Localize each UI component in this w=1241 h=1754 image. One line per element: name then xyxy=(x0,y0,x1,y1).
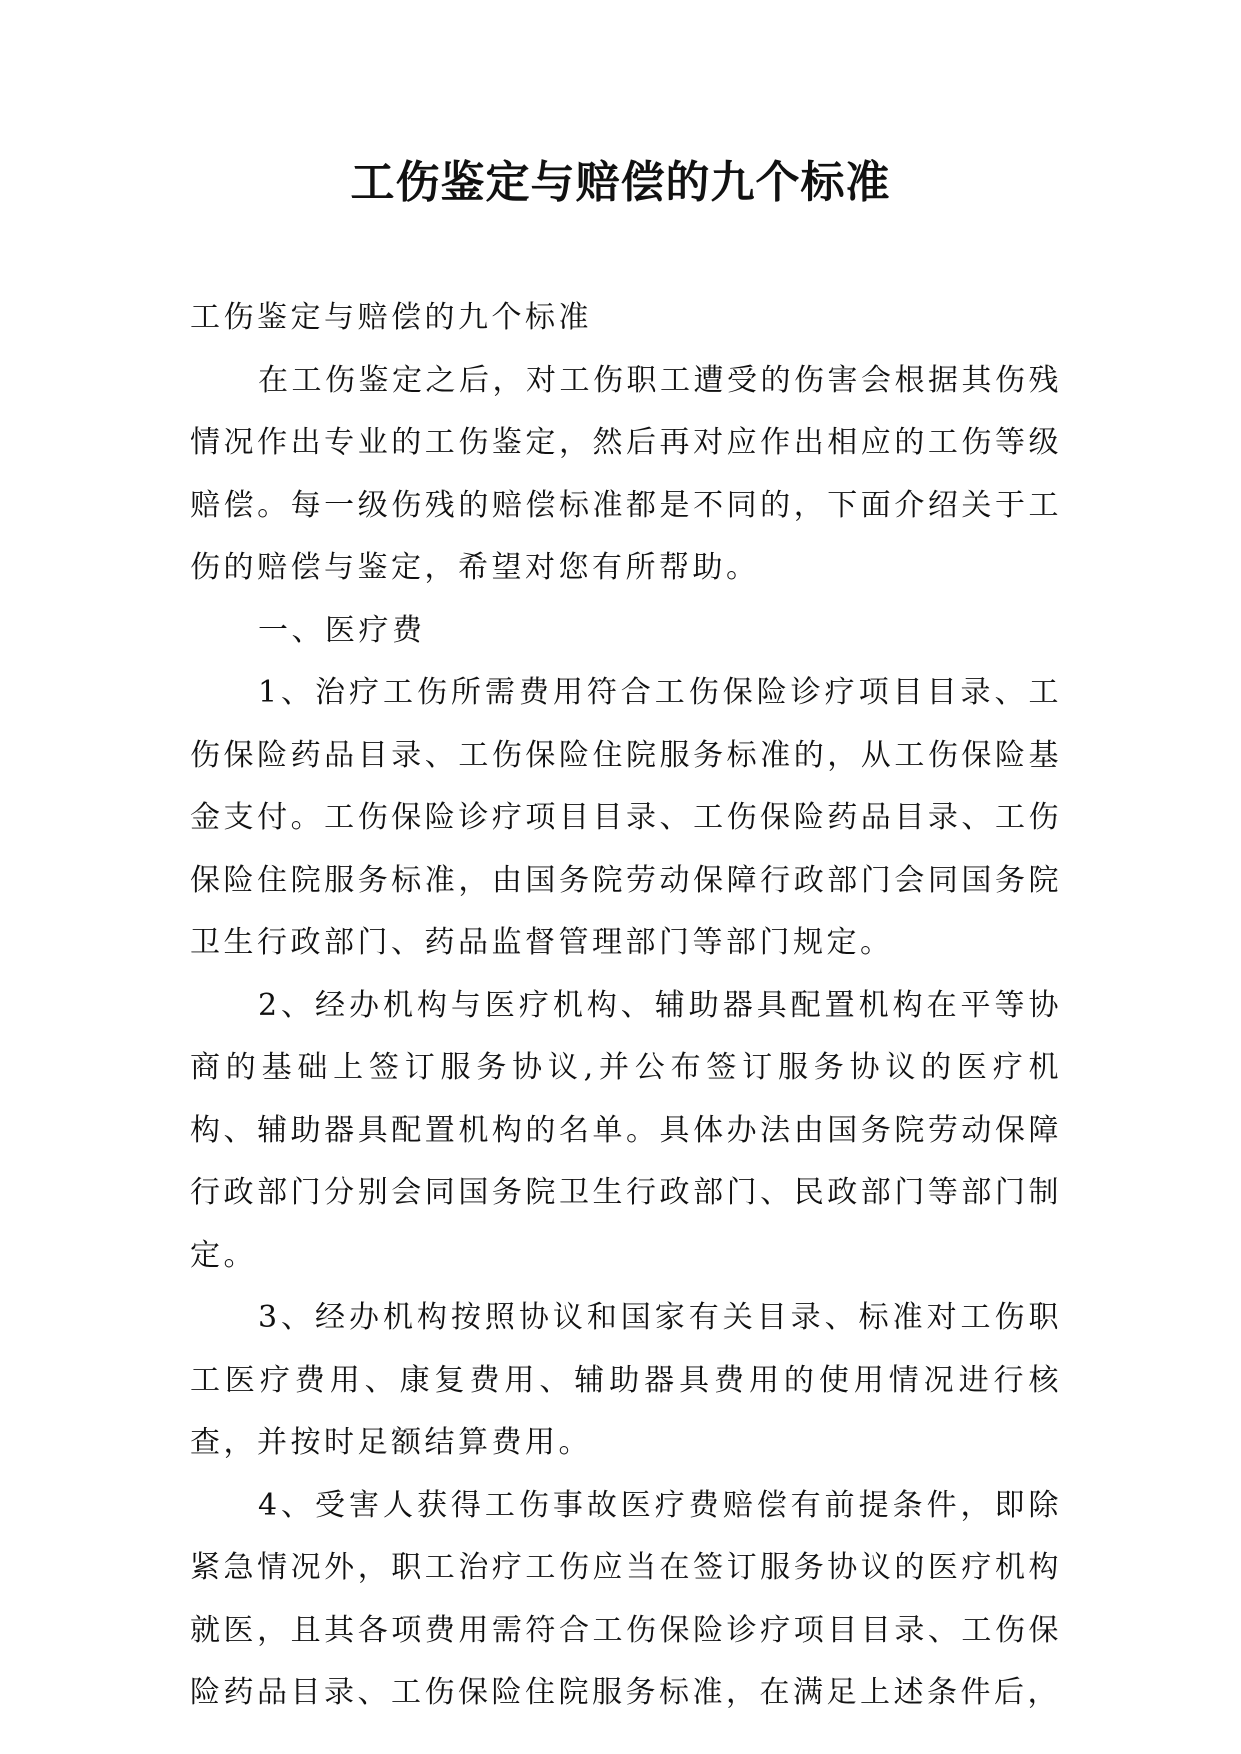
document-body xyxy=(190,287,1062,1725)
subtitle-paragraph: 工伤鉴定与赔偿的九个标准 xyxy=(190,300,592,335)
section-heading-medical-fees: 一、医疗费 xyxy=(258,612,426,648)
paragraph-item-1: 1、治疗工伤所需费用符合工伤保险诊疗项目目录、工伤保险药品目录、工伤保险住院服务标准的，从工伤保险基金支付。工伤保险诊疗项目目录、工伤保险药品目录、工伤保险住院服务标准，由国务院劳动保障行政部门会同国务院卫生行政部门、药品监督管理部门等部门规定。 xyxy=(190,675,1062,960)
paragraph-item-3: 3、经办机构按照协议和国家有关目录、标准对工伤职工医疗费用、康复费用、辅助器具费用的使用情况进行核查，并按时足额结算费用。 xyxy=(190,1300,1062,1460)
paragraph-item-2: 2、经办机构与医疗机构、辅助器具配置机构在平等协商的基础上签订服务协议,并公布签订服务协议的医疗机构、辅助器具配置机构的名单。具体办法由国务院劳动保障行政部门分别会同国务院卫生行政部门、民政部门等部门制定。 xyxy=(190,987,1062,1273)
intro-paragraph: 在工伤鉴定之后，对工伤职工遭受的伤害会根据其伤残情况作出专业的工伤鉴定，然后再对应作出相应的工伤等级赔偿。每一级伤残的赔偿标准都是不同的，下面介绍关于工伤的赔偿与鉴定，希望对您有所帮助。 xyxy=(190,362,1062,585)
paragraph-item-4: 4、受害人获得工伤事故医疗费赔偿有前提条件，即除紧急情况外，职工治疗工伤应当在签订服务协议的医疗机构就医，且其各项费用需符合工伤保险诊疗项目目录、工伤保险药品目录、工伤保险住院服务标准，在满足上述条件后， xyxy=(190,1487,1062,1710)
document-title: 工伤鉴定与赔偿的九个标准 xyxy=(350,157,891,208)
